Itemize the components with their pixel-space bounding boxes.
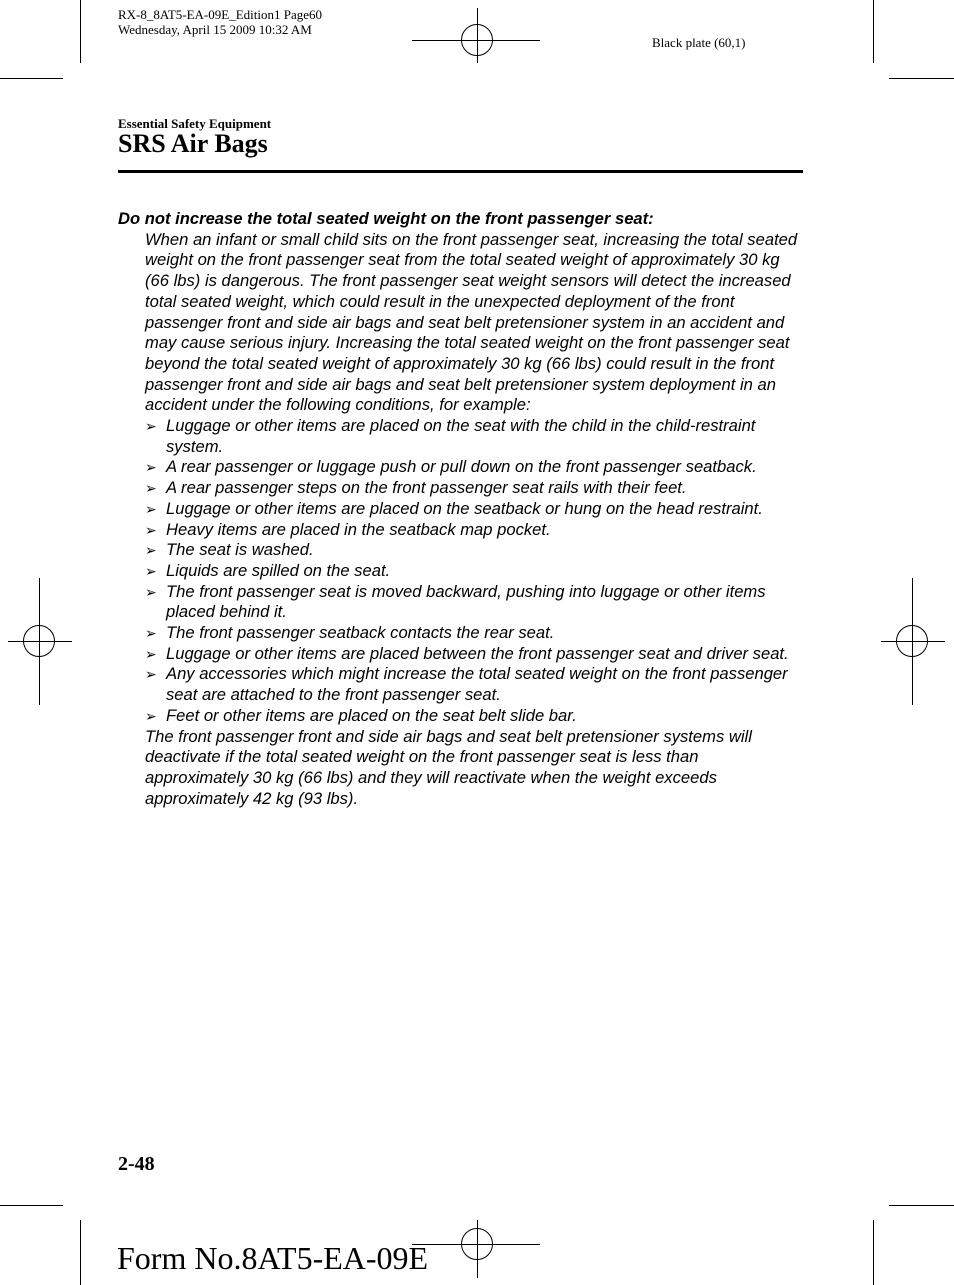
condition-text: The front passenger seat is moved backward, pushing into luggage or other items placed behind it. — [166, 581, 766, 622]
title-rule — [118, 170, 803, 173]
condition-text: The front passenger seatback contacts the rear seat. — [166, 623, 555, 643]
condition-item — [145, 644, 804, 665]
condition-text: The seat is washed. — [166, 540, 314, 560]
warning-body — [145, 230, 804, 810]
arrow-bullet-icon: ➢ — [145, 521, 157, 538]
warning-heading: Do not increase the total seated weight on the front passenger seat: — [118, 209, 654, 228]
warning-intro: When an infant or small child sits on the front passenger seat, increasing the total seated weight on the front passenger seat from the total seated weight of approximately 30 kg (66 lbs) is dangerous. The front passenger seat weight sensors will detect the increased total seated weight, which could result in the unexpected deployment of the front passenger front and side air bags and seat belt pretensioner system in an accident and may cause serious injury. Increasing the total seated weight on the front passenger seat beyond the total seated weight of approximately 30 kg (66 lbs) could result in the front passenger front and side air bags and seat belt pretensioner system deployment in an accident under the following conditions, for example: — [145, 229, 798, 415]
warning-block — [118, 209, 804, 809]
condition-list — [145, 416, 804, 727]
condition-item — [145, 561, 804, 582]
condition-text: Liquids are spilled on the seat. — [166, 560, 391, 580]
arrow-bullet-icon: ➢ — [145, 625, 157, 642]
print-file-line: RX-8_8AT5-EA-09E_Edition1 Page60 — [118, 7, 323, 22]
condition-item — [145, 499, 804, 520]
condition-text: Feet or other items are placed on the seat belt slide bar. — [166, 705, 577, 725]
condition-text: Luggage or other items are placed between the front passenger seat and driver seat. — [166, 643, 789, 663]
arrow-bullet-icon: ➢ — [145, 562, 157, 579]
condition-text: Any accessories which might increase the total seated weight on the front passenger seat are attached to the front passenger seat. — [166, 664, 788, 705]
print-date-line: Wednesday, April 15 2009 10:32 AM — [118, 22, 312, 37]
condition-item — [145, 582, 804, 623]
condition-text: Heavy items are placed in the seatback map pocket. — [166, 519, 551, 539]
condition-item — [145, 623, 804, 644]
page-title: SRS Air Bags — [118, 129, 268, 158]
condition-item — [145, 706, 804, 727]
warning-closing: The front passenger front and side air bags and seat belt pretensioner systems will deactivate if the total seated weight on the front passenger seat is less than approximately 30 kg (66 lbs) and they will reactivate when the weight exceeds approximately 42 kg (93 lbs). — [145, 726, 752, 808]
print-plate-label: Black plate (60,1) — [652, 35, 746, 50]
condition-item — [145, 540, 804, 561]
condition-item — [145, 664, 804, 705]
arrow-bullet-icon: ➢ — [145, 666, 157, 683]
arrow-bullet-icon: ➢ — [145, 459, 157, 476]
arrow-bullet-icon: ➢ — [145, 707, 157, 724]
condition-text: Luggage or other items are placed on the seatback or hung on the head restraint. — [166, 498, 763, 518]
condition-item — [145, 416, 804, 457]
arrow-bullet-icon: ➢ — [145, 645, 157, 662]
condition-item — [145, 520, 804, 541]
arrow-bullet-icon: ➢ — [145, 500, 157, 517]
section-label: Essential Safety Equipment — [118, 116, 272, 131]
condition-item — [145, 457, 804, 478]
arrow-bullet-icon: ➢ — [145, 542, 157, 559]
arrow-bullet-icon: ➢ — [145, 418, 157, 435]
arrow-bullet-icon: ➢ — [145, 583, 157, 600]
condition-text: A rear passenger or luggage push or pull down on the front passenger seatback. — [166, 457, 757, 477]
form-number: Form No.8AT5-EA-09E — [117, 1240, 429, 1276]
condition-item — [145, 478, 804, 499]
arrow-bullet-icon: ➢ — [145, 480, 157, 497]
condition-text: Luggage or other items are placed on the seat with the child in the child-restraint system. — [166, 416, 756, 456]
condition-text: A rear passenger steps on the front passenger seat rails with their feet. — [166, 478, 687, 498]
page-number: 2-48 — [118, 1153, 155, 1175]
